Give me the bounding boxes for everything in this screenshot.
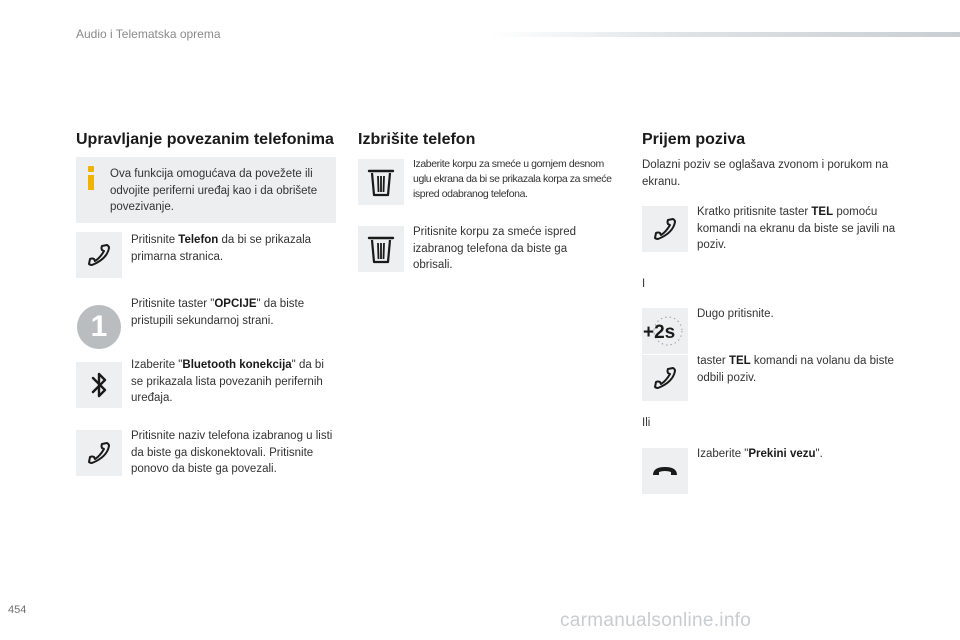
phone-handset-icon bbox=[642, 355, 688, 401]
info-note: Ova funkcija omogućava da povežete ili odvojite periferni uređaj kao i da obrišete povezivanje. bbox=[110, 168, 318, 213]
phone-handset-icon bbox=[76, 430, 122, 476]
step-telefon: Pritisnite Telefon da bi se prikazala primarna stranica. bbox=[131, 234, 312, 263]
running-header: Audio i Telematska oprema bbox=[76, 27, 221, 41]
separator-i: I bbox=[642, 278, 646, 290]
step-hang-up: Izaberite "Prekini vezu". bbox=[697, 448, 823, 460]
receive-call-intro: Dolazni poziv se oglašava zvonom i porukom na ekranu. bbox=[642, 159, 889, 188]
separator-ili: Ili bbox=[642, 417, 651, 429]
step-press-trash: Pritisnite korpu za smeće ispred izabranog telefona da biste ga obrisali. bbox=[413, 226, 576, 271]
hang-up-icon bbox=[642, 448, 688, 494]
phone-handset-icon bbox=[642, 206, 688, 252]
bluetooth-icon bbox=[76, 362, 122, 408]
trash-icon bbox=[358, 226, 404, 272]
trash-icon bbox=[358, 159, 404, 205]
step-disconnect: Pritisnite naziv telefona izabranog u listi da biste ga diskonektovali. Pritisnite ponovo da biste ga povezali. bbox=[131, 430, 333, 475]
step-answer-tel: Kratko pritisnite taster TEL pomoću komandi na ekranu da biste se javili na poziv. bbox=[697, 206, 896, 251]
step-bluetooth: Izaberite "Bluetooth konekcija" da bi se prikazala lista povezanih perifernih uređaja. bbox=[131, 359, 324, 404]
section-heading-receive-call: Prijem poziva bbox=[642, 131, 746, 148]
step-long-press: Dugo pritisnite. bbox=[697, 308, 774, 320]
section-heading-connected-phones: Upravljanje povezanim telefonima bbox=[76, 131, 334, 148]
hold-2s-icon bbox=[642, 308, 688, 354]
step-select-trash: Izaberite korpu za smeće u gornjem desnom uglu ekrana da bi se prikazala korpa za smeće ispred odabranog telefona. bbox=[413, 158, 612, 200]
step-opcije: Pritisnite taster "OPCIJE" da biste pristupili sekundarnoj strani. bbox=[131, 298, 305, 327]
page-number: 454 bbox=[8, 604, 27, 616]
watermark: carmanualsonline.info bbox=[560, 610, 752, 631]
step-reject-tel: taster TEL komandi na volanu da biste odbili poziv. bbox=[697, 355, 894, 384]
phone-handset-icon bbox=[76, 232, 122, 278]
info-icon bbox=[86, 166, 96, 190]
header-rule bbox=[490, 32, 960, 37]
svg-text:+2s: +2s bbox=[643, 322, 676, 343]
step-number-badge: 1 bbox=[77, 305, 121, 349]
section-heading-delete-phone: Izbrišite telefon bbox=[358, 131, 476, 148]
